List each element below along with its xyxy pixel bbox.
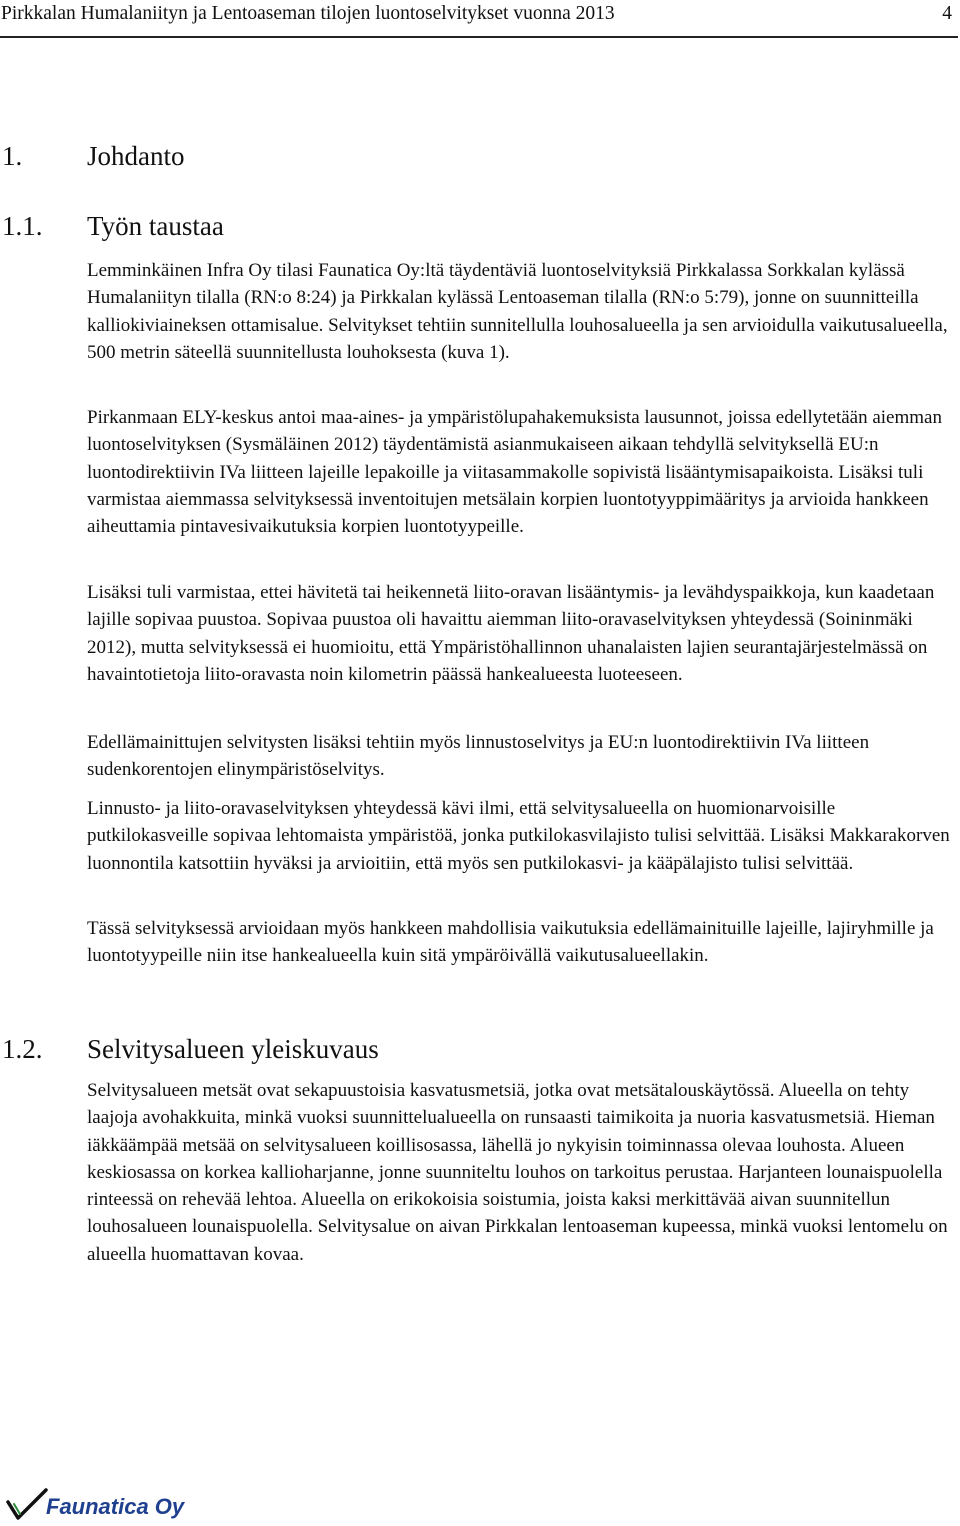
paragraph-1: Lemminkäinen Infra Oy tilasi Faunatica Oy:ltä täydentäviä luontoselvityksiä Pirkkalassa Sorkkalan kylässä Humalaniityn tilalla (RN:o 8:24) ja Pirkkalan kylässä Lentoaseman tilalla (RN:o 5:79), jonne on suunnitteilla kalliokiviaineksen ottamisalue. Selvitykset tehtiin sunnitellulla louhosalueella ja sen arvioidulla vaikutusalueella, 500 metrin säteellä suunnitellusta louhoksesta (kuva 1). (87, 260, 948, 363)
paragraph-3: Lisäksi tuli varmistaa, ettei hävitetä tai heikennetä liito-oravan lisääntymis- ja levähdyspaikkoja, kun kaadetaan lajille sopivaa puustoa. Sopivaa puustoa oli havaittu aiemman liito-oravaselvityksen yhteydessä (Soininmäki 2012), mutta selvityksessä ei huomioitu, että Ympäristöhallinnon uhanalaisten lajien seurantajärjestelmässä on havaintotietoja liito-oravasta noin kilometrin päässä hankealueesta luoteeseen. (87, 582, 935, 685)
paragraph-4: Edellämainittujen selvitysten lisäksi tehtiin myös linnustoselvitys ja EU:n luontodirektiivin IVa liitteen sudenkorentojen elinympäristöselvitys. (87, 732, 870, 781)
heading-number: 1. (2, 141, 23, 171)
logo-text: Faunatica Oy (46, 1494, 185, 1519)
header-title: Pirkkalan Humalaniityn ja Lentoaseman tilojen luontoselvitykset vuonna 2013 (1, 3, 615, 24)
heading-title: Johdanto (87, 141, 185, 171)
heading-number: 1.2. (2, 1034, 43, 1064)
heading-title: Työn taustaa (87, 211, 224, 241)
paragraph-2: Pirkanmaan ELY-keskus antoi maa-aines- ja ympäristölupahakemuksista lausunnot, joissa edellytetään aiemman luontoselvityksen (Sysmäläinen 2012) täydentämistä asianmukaiseen aikaan tehdyllä selvityksellä EU:n luontodirektiivin IVa liitteen lajeille lepakoille ja viitasammakolle sopivistä lisääntymisapaikoista. Lisäksi tuli varmistaa aiemmassa selvityksessä inventoitujen metsälain korpien luontotyyppimääritys ja arvioida hankkeen aiheuttamia pintavesivaikutuksia korpien luontotyypeille. (87, 407, 942, 538)
heading-number: 1.1. (2, 211, 43, 241)
paragraph-6: Tässä selvityksessä arvioidaan myös hankkeen mahdollisia vaikutuksia edellämainituille lajeille, lajiryhmille ja luontotyypeille niin itse hankealueella kuin sitä ympäröivällä vaikutusalueellakin. (87, 918, 934, 967)
heading-title: Selvitysalueen yleiskuvaus (87, 1034, 379, 1064)
paragraph-7: Selvitysalueen metsät ovat sekapuustoisia kasvatusmetsiä, jotka ovat metsätalouskäytössä. Alueella on tehty laajoja avohakkuita, minkä vuoksi suunnittelualueella on runsaasti taimikoita ja nuoria kasvatusmetsiä. Hieman iäkkäämpää metsää on selvitysalueen koillisosassa, lähellä jo nykyisin toiminnassa olevaa louhosta. Alueen keskiosassa on korkea kallioharjanne, jonne suunniteltu louhos on tarkoitus perustaa. Harjanteen lounaispuolella rinteessä on rehevää lehtoa. Alueella on erikokoisia soistumia, joista kaksi merkittävää aivan suunnitellun louhosalueen lounaispuolella. Selvitysalue on aivan Pirkkalan lentoaseman kupeessa, minkä vuoksi lentomelu on alueella huomattavan kovaa. (87, 1080, 948, 1265)
paragraph-5: Linnusto- ja liito-oravaselvityksen yhteydessä kävi ilmi, että selvitysalueella on huomionarvoisille putkilokasveille sopivaa lehtomaista ympäristöä, jonka putkilokasvilajisto tulisi selvittää. Lisäksi Makkarakorven luonnontila katsottiin hyväksi ja arvioitiin, että myös sen putkilokasvi- ja kääpälajisto tulisi selvittää. (87, 798, 950, 874)
checkmark-swoosh-icon (6, 1488, 50, 1524)
running-header (0, 0, 958, 38)
faunatica-logo (6, 1488, 206, 1524)
page-number: 4 (942, 3, 952, 24)
